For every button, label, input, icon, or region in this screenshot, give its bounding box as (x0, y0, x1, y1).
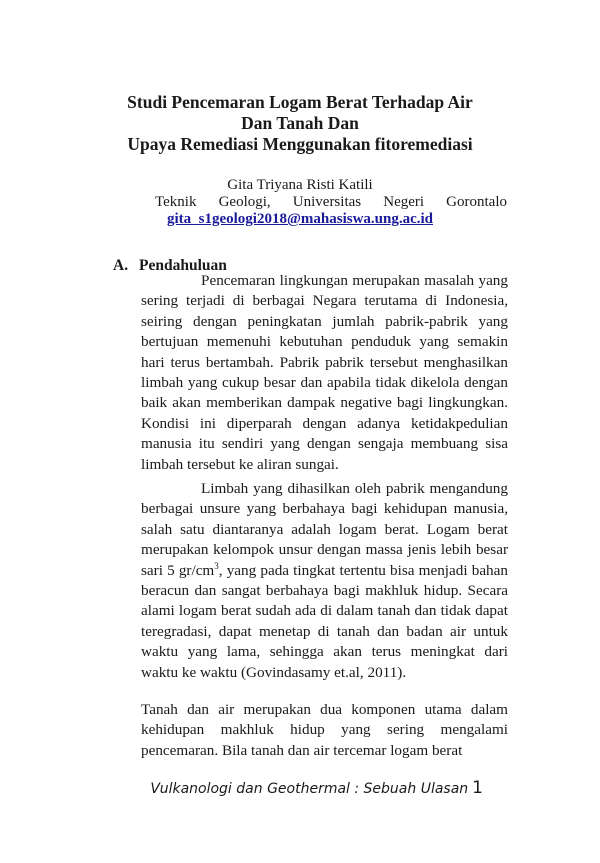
paragraph-1 (141, 271, 508, 475)
page-number: 1 (472, 778, 483, 798)
paragraph-3 (141, 700, 508, 761)
affiliation-word: Negeri (383, 194, 425, 210)
affiliation-word: Universitas (292, 194, 362, 210)
title-line-1: Studi Pencemaran Logam Berat Terhadap Air (127, 92, 473, 112)
author-email-link[interactable]: gita_s1geologi2018@mahasiswa.ung.ac.id (166, 211, 434, 227)
title-line-2: Dan Tanah Dan (241, 113, 359, 133)
affiliation-word: Geologi, (218, 194, 271, 210)
author-affiliation (155, 193, 507, 211)
paragraph-2-text-a: Limbah yang dihasilkan oleh pabrik mengandung berbagai unsure yang berbahaya bagi kehidupan manusia, salah satu diantaranya adalah logam berat. Logam berat merupakan kelompok unsur dengan massa jenis lebih besar sari 5 gr/cm (141, 480, 508, 579)
paper-title (90, 92, 510, 155)
affiliation-word: Gorontalo (446, 194, 507, 210)
paragraph-2 (141, 479, 508, 683)
affiliation-word: Teknik (155, 194, 197, 210)
section-number: A. (113, 257, 129, 274)
superscript-3: 3 (214, 560, 219, 571)
footer-text: Vulkanologi dan Geothermal : Sebuah Ulasan (150, 781, 469, 797)
section-title: Pendahuluan (139, 257, 227, 274)
page-footer (150, 778, 483, 798)
paragraph-3-text: Tanah dan air merupakan dua komponen utama dalam kehidupan makhluk hidup yang sering mengalami pencemaran. Bila tanah dan air tercemar logam berat (141, 701, 508, 759)
paragraph-2-text (141, 479, 508, 683)
paragraph-1-text: Pencemaran lingkungan merupakan masalah yang sering terjadi di berbagai Negara terutama di Indonesia, seiring dengan peningkatan jumlah pabrik-pabrik yang bertujuan memenuhi kebutuhan penduduk yang semakin hari terus bertambah. Pabrik pabrik tersebut menghasilkan limbah yang cukup besar dan apabila tidak dikelola dengan baik akan memberikan dampak negative bagi lingkungkan. Kondisi ini diperparah dengan adanya ketidakpedulian manusia itu sendiri yang dengan sengaja membuang sisa limbah tersebut ke aliran sungai. (141, 272, 508, 473)
title-line-3: Upaya Remediasi Menggunakan fitoremediasi (127, 134, 473, 154)
paragraph-2-text-b: , yang pada tingkat tertentu bisa menjadi bahan beracun dan sangat berbahaya bagi makhluk hidup. Secara alami logam berat sudah ada di dalam tanah dan tidak dapat teregradasi, dapat menetap di tanah dan badan air untuk waktu yang lama, sehingga akan terus meningkat dari waktu ke waktu (Govindasamy et.al, 2011). (141, 561, 508, 681)
author-name: Gita Triyana Risti Katili (227, 177, 373, 193)
